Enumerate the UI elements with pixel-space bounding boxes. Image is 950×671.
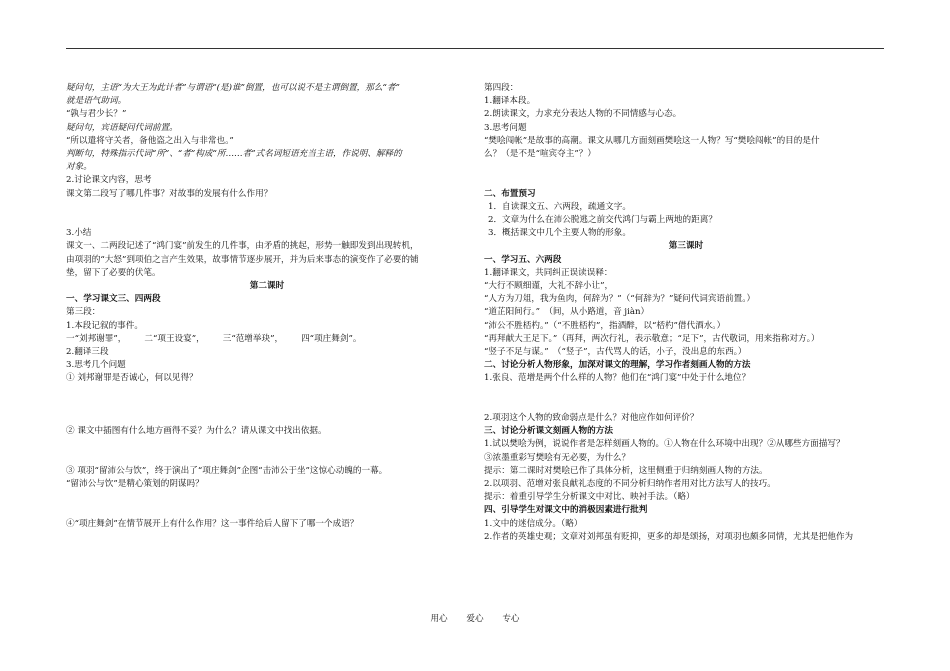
section-heading: 二、讨论分析人物形象，加深对课文的理解，学习作者刻画人物的方法 [484,360,751,371]
text-line: 3.思考问题 [484,122,527,133]
text-line: 2.作者的英雄史观；文章对刘邦虽有贬抑，更多的却是颂扬，对项羽也颇多同情，尤其是把他作为 [484,531,854,542]
text-line: ③浓墨重彩写樊哙有无必要，为什么？ [484,452,631,463]
text-line: 课文第二段写了哪几件事？对故事的发展有什么作用？ [66,188,273,199]
text-line: 第三段： [66,307,101,318]
text-line: 垫，留下了必要的伏笔。 [66,267,161,278]
text-line: 2．文章为什么在沛公脱逃之前交代鸿门与霸上两地的距离？ [488,215,717,226]
text-line: 么？（是不是“喧宾夺主”？） [484,149,596,160]
text-line: 疑问句，主语“为大王为此计者”与谓语“(是)谁”倒置，也可以说不是主谓倒置，那么“者” [66,83,400,93]
text-line: “樊哙闯帐”是故事的高潮。课文从哪几方面刻画樊哙这一人物？写“樊哙闯帐”的目的是什 [484,135,820,146]
event-list [66,333,468,346]
text-line: 就是语气助词。 [66,96,127,107]
text-line: 2.讨论课文内容，思考 [66,175,152,186]
text-line: 3.小结 [66,228,92,239]
text-line: 由项羽的“大怒”到项伯之言产生效果，故事情节逐步展开，并为后来事态的演变作了必要的铺 [66,254,419,265]
section-heading: 一、学习课文三、四两段 [66,294,161,305]
text-line: 3.思考几个问题 [66,360,126,371]
text-line: 1.文中的迷信成分。（略） [484,518,583,529]
text-line: 提示：第二课时对樊哙已作了具体分析，这里侧重于归纳刻画人物的方法。 [484,465,768,476]
text-line: 1.翻译本段。 [484,96,536,107]
question-item: “留沛公与饮”是精心策划的阴谋吗？ [66,479,204,490]
section-heading: 第二课时 [249,281,285,292]
header-rule [66,48,884,49]
text-line: 2.以项羽、范增对张良献礼态度的不同分析归纳作者用对比方法写人的技巧。 [484,479,776,490]
question-item: ③ 项羽“留沛公与饮”，终于演出了“项庄舞剑”企图“击沛公于坐”这惊心动魄的一幕。 [66,465,388,476]
text-line: 1.张良、范增是两个什么样的人物？他们在“鸿门宴”中处于什么地位？ [484,373,751,384]
section-heading: 一、学习五、六两段 [484,254,562,265]
question-item: ② 课文中插图有什么地方画得不妥？为什么？请从课文中找出依据。 [66,426,327,437]
question-item: ① 刘邦谢罪是否诚心，何以见得？ [66,373,198,384]
text-line: 1.本段记叙的事件。 [66,320,143,331]
left-column [66,82,468,531]
text-line: 提示：着重引导学生分析课文中对比、映衬手法。（略） [484,492,695,503]
event-item: 三“范增举玦”， [222,333,284,344]
text-line: “再拜献大王足下。”（再拜，两次行礼，表示敬意；“足下”，古代敬词，用来指称对方。） [484,333,820,344]
text-line: 第四段： [484,83,519,93]
text-line: 3．概括课文中几个主要人物的形象。 [488,228,631,239]
event-item: 二“项王设宴”， [144,333,205,344]
question-item: ④“项庄舞剑”在情节展开上有什么作用？这一事件给后人留下了哪一个成语？ [66,518,359,529]
text-line: 疑问句，宾语疑问代词前置。 [66,122,178,133]
section-heading: 第三课时 [668,241,704,252]
text-line: 判断句，特殊指示代词“所”、“者”构成“所……者”式名词短语充当主语，作说明、解释的 [66,149,402,160]
right-column [484,82,888,544]
text-line: 2.朗读课文，力求充分表达人物的不同情感与心态。 [484,109,682,120]
footer-text: 爱心 [466,614,484,624]
text-line: “所以遣将守关者，备他盗之出入与非常也。” [66,135,234,146]
text-line: 2.项羽这个人物的致命弱点是什么？对他应作如何评价？ [484,413,699,424]
text-line: 2.翻译三段 [66,347,109,358]
text-line: “竖子不足与谋。” （“竖子”，古代骂人的话，小子，没出息的东西。） [484,347,747,358]
event-item: 一“刘邦谢罪”， [66,333,127,344]
text-line: “孰与君少长？” [66,109,127,120]
section-heading: 二、布置预习 [484,188,536,199]
text-line: 1．自读课文五、六两段，疏通文字。 [488,201,631,212]
section-heading: 四、引导学生对课文中的消极因素进行批判 [484,505,648,516]
text-line: “大行不顾细谨，大礼不辞小让”， [484,281,614,292]
page-footer [0,613,950,625]
text-line: “道芷阳间行。” （间，从小路道，音 jiàn） [484,307,650,318]
text-line: 对象。 [66,162,92,173]
text-line: “沛公不胜桮杓。”（“不胜桮杓”，指酒醉，以“桮杓”借代酒水。） [484,320,726,331]
footer-text: 用心 [430,614,448,624]
text-line: 课文一、二两段记述了“鸿门宴”前发生的几件事，由矛盾的挑起，形势一触即发到出现转机， [66,241,419,252]
footer-text: 专心 [502,614,520,624]
event-item: 四“项庄舞剑”。 [301,333,362,344]
section-heading: 三、讨论分析课文刻画人物的方法 [484,426,613,437]
text-line: “人方为刀俎，我为鱼肉，何辞为？”（“何辞为？”疑问代词宾语前置。） [484,294,756,305]
text-line: 1.翻译课文，共同纠正误读误释： [484,267,613,278]
text-line: 1.试以樊哙为例，说说作者是怎样刻画人物的。①人物在什么环境中出现？②从哪些方面描写？ [484,439,845,450]
